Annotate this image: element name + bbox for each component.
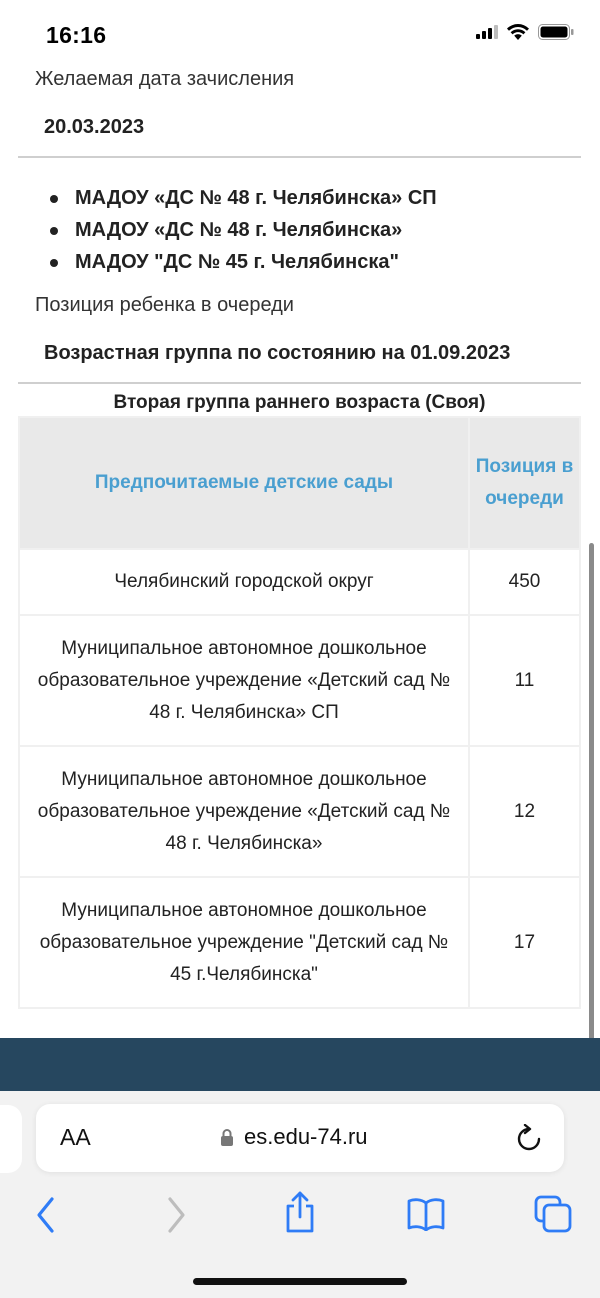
divider	[18, 156, 581, 158]
url-display[interactable]	[220, 1124, 368, 1150]
tabs-icon	[534, 1195, 572, 1233]
previous-tab-preview[interactable]	[0, 1105, 22, 1173]
divider	[18, 382, 581, 384]
reload-button[interactable]	[516, 1124, 542, 1157]
age-group-name: Вторая группа раннего возраста (Своя)	[113, 392, 486, 413]
column-header-kindergartens: Предпочитаемые детские сады	[20, 418, 468, 548]
forward-icon	[164, 1196, 188, 1234]
address-bar[interactable]	[36, 1104, 564, 1172]
browser-bar	[0, 1091, 600, 1298]
text-size-label: AA	[60, 1124, 91, 1150]
wifi-icon	[507, 24, 529, 40]
queue-position-cell: 450	[470, 550, 579, 614]
table-header-row	[20, 418, 579, 548]
site-footer	[0, 1038, 600, 1092]
table-row	[20, 616, 579, 745]
status-time: 16:16	[46, 22, 107, 48]
reload-icon	[516, 1124, 542, 1152]
age-group-title: Возрастная группа по состоянию на 01.09.2023	[44, 342, 511, 364]
share-button[interactable]	[282, 1190, 318, 1239]
enrollment-date-label: Желаемая дата зачисления	[35, 68, 295, 90]
back-button[interactable]	[34, 1196, 58, 1239]
kindergarten-list	[50, 182, 437, 278]
kindergarten-name-cell: Муниципальное автономное дошкольное образовательное учреждение «Детский сад № 48 г. Челябинска» СП	[20, 616, 468, 745]
column-header-position: Позиция в очереди	[470, 418, 579, 548]
table-row	[20, 550, 579, 614]
forward-button[interactable]	[164, 1196, 188, 1239]
signal-icon	[476, 25, 498, 39]
table-row	[20, 878, 579, 1007]
kindergarten-name-cell: Челябинский городской округ	[20, 550, 468, 614]
queue-table	[18, 416, 581, 1009]
queue-position-cell: 11	[470, 616, 579, 745]
share-icon	[282, 1190, 318, 1234]
home-indicator[interactable]	[193, 1278, 407, 1285]
back-icon	[34, 1196, 58, 1234]
bookmarks-button[interactable]	[406, 1197, 446, 1236]
page-scrollbar[interactable]	[589, 543, 594, 1055]
queue-position-label: Позиция ребенка в очереди	[35, 294, 294, 316]
queue-position-cell: 17	[470, 878, 579, 1007]
kindergarten-list-item: МАДОУ «ДС № 48 г. Челябинска»	[50, 214, 437, 246]
text-size-button[interactable]	[60, 1124, 91, 1151]
browser-toolbar	[0, 1188, 600, 1244]
kindergarten-name-cell: Муниципальное автономное дошкольное образовательное учреждение «Детский сад № 48 г. Челябинска»	[20, 747, 468, 876]
kindergarten-list-item: МАДОУ "ДС № 45 г. Челябинска"	[50, 246, 437, 278]
battery-icon	[538, 24, 574, 40]
kindergarten-list-item: МАДОУ «ДС № 48 г. Челябинска» СП	[50, 182, 437, 214]
tabs-button[interactable]	[534, 1195, 572, 1238]
status-icons	[476, 24, 574, 40]
kindergarten-name-cell: Муниципальное автономное дошкольное образовательное учреждение "Детский сад № 45 г.Челябинска"	[20, 878, 468, 1007]
url-text: es.edu-74.ru	[244, 1124, 368, 1149]
queue-position-cell: 12	[470, 747, 579, 876]
status-bar	[0, 0, 600, 66]
enrollment-date-value: 20.03.2023	[44, 116, 145, 138]
bookmarks-icon	[406, 1197, 446, 1231]
table-row	[20, 747, 579, 876]
lock-icon	[220, 1128, 234, 1146]
